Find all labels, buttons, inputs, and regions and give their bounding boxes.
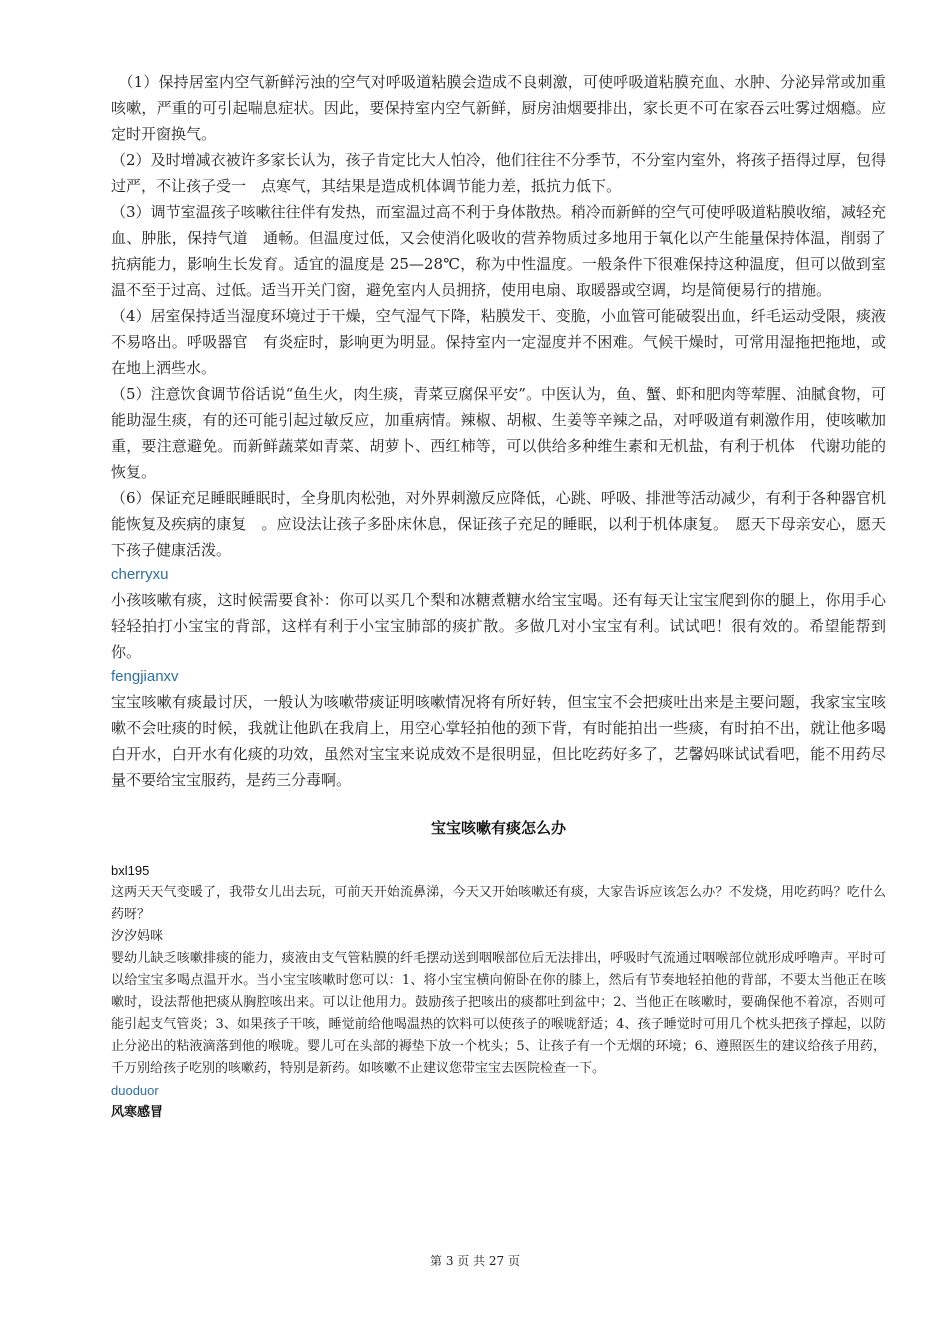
- section-title: 宝宝咳嗽有痰怎么办: [430, 819, 566, 837]
- answerer-name: 汐汐妈咪: [111, 929, 164, 944]
- paragraph-3: （3）调节室温孩子咳嗽往往伴有发热，而室温过高不利于身体散热。稍冷而新鲜的空气可使呼吸道粘膜收缩，减轻充血、肿胀，保持气道 通畅。但温度过低，又会使消化吸收的营养物质过多地用于氧化以产生能量保持体温，削弱了抗病能力，影响生长发育。适宜的温度是 25—28℃，称为中性温度。一般条件下很难保持这种温度，但可以做到室温不至于过高、过低。适当开关门窗，避免室内人员拥挤，使用电扇、取暖器或空调，均是简便易行的措施。: [111, 203, 886, 299]
- paragraph-2: （2）及时增减衣被许多家长认为，孩子肯定比大人怕冷，他们往往不分季节，不分室内室外，将孩子捂得过厚，包得过严，不让孩子受一 点寒气，其结果是造成机体调节能力差，抵抗力低下。: [111, 151, 886, 195]
- section-spacer: [111, 793, 886, 809]
- page-footer: 第 3 页 共 27 页: [430, 1254, 520, 1268]
- paragraph-6: （6）保证充足睡眠睡眠时，全身肌肉松弛，对外界刺激反应降低，心跳、呼吸、排泄等活动减少，有利于各种器官机能恢复及疾病的康复 。应设法让孩子多卧床休息，保证孩子充足的睡眠，以利于机体康复。 愿天下母亲安心，愿天下孩子健康活泼。: [111, 489, 886, 559]
- document-body: [111, 69, 886, 1124]
- answer-text: 婴幼儿缺乏咳嗽排痰的能力，痰液由支气管粘膜的纤毛摆动送到咽喉部位后无法排出，呼吸时气流通过咽喉部位就形成呼噜声。平时可以给宝宝多喝点温开水。当小宝宝咳嗽时您可以：1、将小宝宝横向俯卧在你的膝上，然后有节奏地轻拍他的背部，不要太当他正在咳嗽时，设法帮他把痰从胸腔咳出来。可以让他用力。鼓励孩子把咳出的痰都吐到盆中；2、当他正在咳嗽时，要确保他不着凉，否则可能引起支气管炎；3、如果孩子干咳，睡觉前给他喝温热的饮料可以使孩子的喉咙舒适；4、孩子睡觉时可用几个枕头把孩子撑起，以防止分泌出的粘液滴落到他的喉咙。婴儿可在头部的褥垫下放一个枕头；5、让孩子有一个无烟的环境；6、遵照医生的建议给孩子用药，千万别给孩子吃别的咳嗽药，特别是新药。如咳嗽不止建议您带宝宝去医院检查一下。: [111, 951, 886, 1076]
- asker-username: bxl195: [111, 863, 150, 878]
- reply-text: 小孩咳嗽有痰，这时候需要食补：你可以买几个梨和冰糖煮糖水给宝宝喝。还有每天让宝宝爬到你的腿上，你用手心轻轻拍打小宝宝的背部，这样有利于小宝宝肺部的痰扩散。多做几对小宝宝有利。试试吧！很有效的。希望能帮到你。: [111, 591, 886, 661]
- paragraph-1: （1）保持居室内空气新鲜污浊的空气对呼吸道粘膜会造成不良刺激，可使呼吸道粘膜充血、水肿、分泌异常或加重咳嗽，严重的可引起喘息症状。因此，要保持室内空气新鲜，厨房油烟要排出，家长更不可在家吞云吐雾过烟瘾。应定时开窗换气。: [111, 73, 886, 143]
- reply-text: 宝宝咳嗽有痰最讨厌，一般认为咳嗽带痰证明咳嗽情况将有所好转，但宝宝不会把痰吐出来是主要问题，我家宝宝咳嗽不会吐痰的时候，我就让他趴在我肩上，用空心掌轻拍他的颈下背，有时能拍出一些痰，有时拍不出，就让他多喝白开水，白开水有化痰的功效，虽然对宝宝来说成效不是很明显，但比吃药好多了，艺馨妈咪试试看吧，能不用药尽量不要给宝宝服药，是药三分毒啊。: [111, 693, 886, 789]
- reply-username[interactable]: fengjianxv: [111, 668, 179, 685]
- paragraph-4: （4）居室保持适当湿度环境过于干燥，空气湿气下降，粘膜发干、变脆，小血管可能破裂出血，纤毛运动受限，痰液不易咯出。呼吸器官 有炎症时，影响更为明显。保持室内一定湿度并不困难。气候干燥时，可常用湿拖把拖地，或在地上洒些水。: [111, 307, 886, 377]
- next-username[interactable]: duoduor: [111, 1083, 159, 1098]
- reply-username[interactable]: cherryxu: [111, 566, 169, 583]
- next-heading: 风寒感冒: [111, 1105, 164, 1120]
- paragraph-5: （5）注意饮食调节俗话说“鱼生火，肉生痰，青菜豆腐保平安”。中医认为，鱼、蟹、虾和肥肉等荤腥、油腻食物，可能助湿生痰，有的还可能引起过敏反应，加重病情。辣椒、胡椒、生姜等辛辣之品，对呼吸道有刺激作用，使咳嗽加重，要注意避免。而新鲜蔬菜如青菜、胡萝卜、西红柿等，可以供给多种维生素和无机盐，有利于机体 代谢功能的恢复。: [111, 385, 886, 481]
- question-text: 这两天天气变暖了，我带女儿出去玩，可前天开始流鼻涕，今天又开始咳嗽还有痰，大家告诉应该怎么办？不发烧，用吃药吗？吃什么药呀？: [111, 885, 886, 922]
